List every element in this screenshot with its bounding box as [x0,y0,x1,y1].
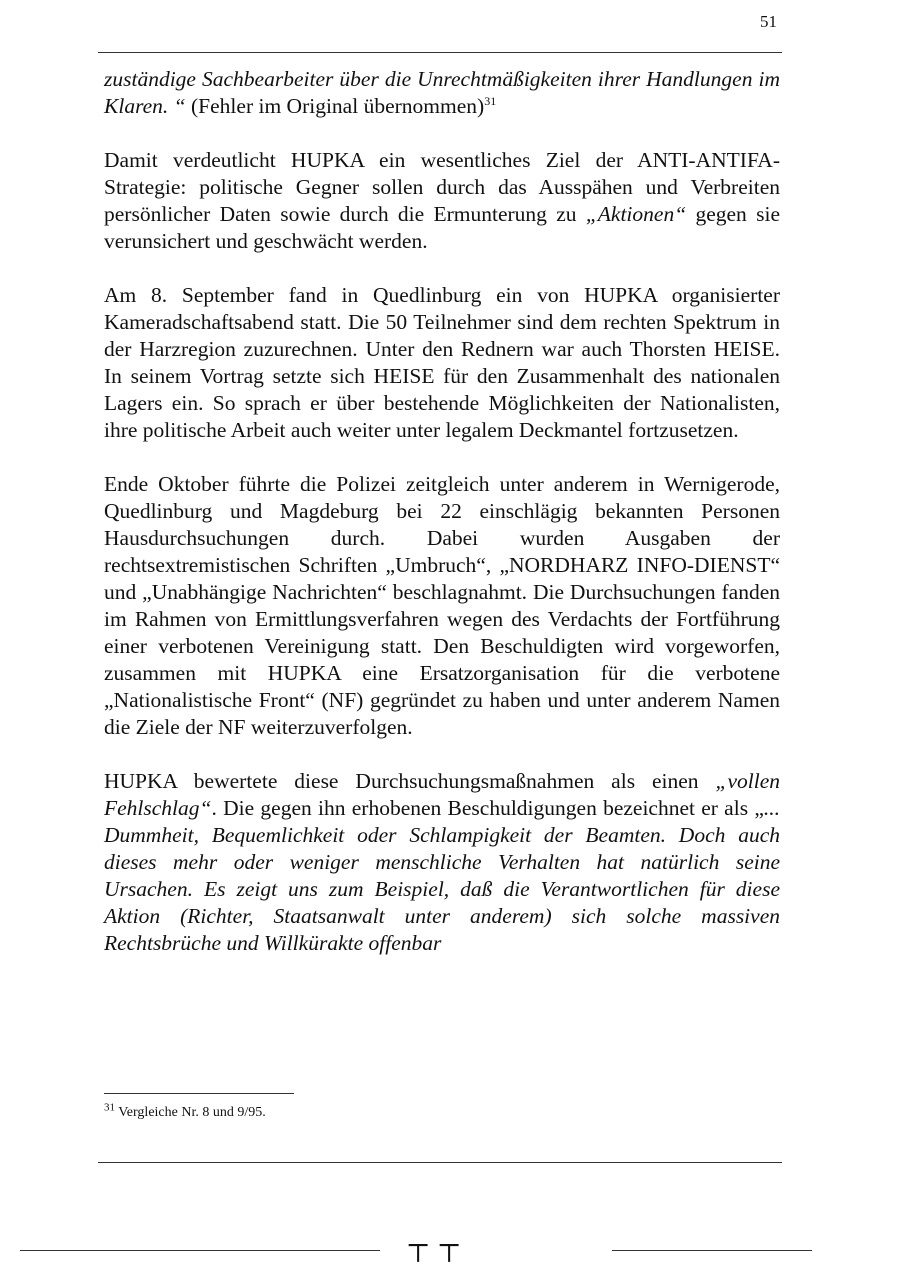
body-text [104,66,780,984]
paragraph-5-quote: ... Dummheit, Bequemlichkeit oder Schlampigkeit der Beamten. Doch auch dieses mehr oder weniger menschliche Verhalten hat natürlich seine Ursachen. Es zeigt uns zum Beispiel, daß die Verantwortlichen für diese Aktion (Richter, Staatsanwalt unter anderem) sich solche massiven Rechtsbrüche und Willkürakte offenbar [104,796,780,955]
paragraph-5-text-c: . Die gegen ihn erhobenen Beschuldigungen bezeichnet er als „ [211,796,764,820]
paragraph-3: Am 8. September fand in Quedlinburg ein von HUPKA organisierter Kameradschaftsabend statt. Die 50 Teilnehmer sind dem rechten Spektrum in der Harzregion zuzurechnen. Unter den Rednern war auch Thorsten HEISE. In seinem Vortrag setzte sich HEISE für den Zusammenhalt des nationalen Lagers ein. So sprach er über bestehende Möglichkeiten der Nationalisten, ihre politische Arbeit auch weiter unter legalem Deckmantel fortzusetzen. [104,283,780,442]
footnote-ref[interactable]: 31 [484,93,497,108]
paragraph-5-text-a: HUPKA bewertete diese Durchsuchungsmaßnahmen als einen [104,769,716,793]
editorial-note: (Fehler im Original übernommen) [185,94,485,118]
paragraph-4: Ende Oktober führte die Polizei zeitgleich unter anderem in Wernigerode, Quedlinburg und Magdeburg bei 22 einschlägig bekannten Personen Hausdurchsuchungen durch. Dabei wurden Ausgaben der rechtsextremistischen Schriften „Umbruch“, „NORDHARZ INFO-DIENST“ und „Unabhängige Nachrichten“ beschlagnahmt. Die Durchsuchungen fanden im Rahmen von Ermittlungsverfahren wegen des Verdachts der Fortführung einer verbotenen Vereinigung statt. Den Beschuldigten wird vorgeworfen, zusammen mit HUPKA eine Ersatzorganisation für die verbotene „Nationalistische Front“ (NF) gegründet zu haben und unter anderem Namen die Ziele der NF weiterzuverfolgen. [104,472,780,739]
footnote-rule [104,1093,294,1094]
footnote [104,1101,266,1121]
paragraph-5-emphasis: „vollen Fehlschlag“ [104,769,780,820]
paragraph-5 [104,768,780,957]
footnote-text: Vergleiche Nr. 8 und 9/95. [118,1105,266,1120]
paragraph-2-emphasis: „Aktionen“ [585,202,687,226]
footer-rule [98,1162,782,1163]
paragraph-2-text-a: Damit verdeutlicht HUPKA ein wesentliches Ziel der ANTI-ANTIFA-Strategie: politische Gegner sollen durch das Ausspähen und Verbreiten persönlicher Daten sowie durch die Ermunterung zu [104,148,780,226]
scan-edge-rule-right [612,1250,812,1251]
paragraph-2-text-c: gegen sie verunsichert und geschwächt werden. [104,202,780,253]
page-number: 51 [760,12,777,31]
quote-continuation: zuständige Sachbearbeiter über die Unrechtmäßigkeiten ihrer Handlungen im Klaren. “ [104,67,780,118]
footnote-number: 31 [104,1101,115,1114]
scan-mark: ⊤ ⊤ [406,1239,462,1268]
header-rule [98,52,782,53]
paragraph-2 [104,147,780,255]
scan-edge-rule-left [20,1250,380,1251]
paragraph-1 [104,66,780,120]
